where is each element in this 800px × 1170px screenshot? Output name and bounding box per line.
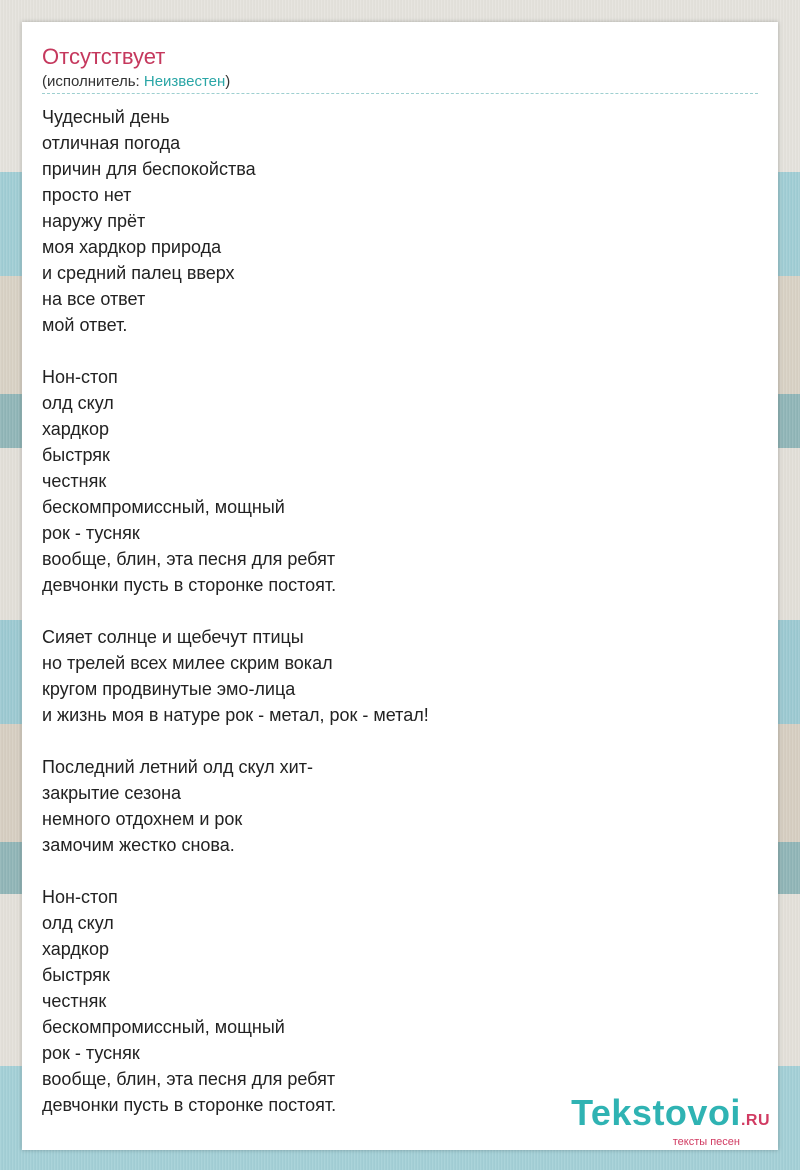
lyric-line: девчонки пусть в сторонке постоят.	[42, 1095, 337, 1115]
lyric-line: просто нет	[42, 185, 132, 205]
lyric-line: честняк	[42, 991, 107, 1011]
lyric-line: вообще, блин, эта песня для ребят	[42, 1069, 336, 1089]
logo-tagline: тексты песен	[672, 1136, 740, 1148]
lyric-line: мой ответ.	[42, 315, 128, 335]
lyric-line: Нон-стоп	[42, 367, 118, 387]
title-divider	[42, 93, 758, 94]
logo-tld: .RU	[740, 1112, 770, 1129]
lyric-line: бескомпромиссный, мощный	[42, 497, 285, 517]
lyric-line: и средний палец вверх	[42, 263, 235, 283]
lyric-line: Последний летний олд скул хит-	[42, 757, 313, 777]
lyric-line: девчонки пусть в сторонке постоят.	[42, 575, 337, 595]
lyric-stanza	[42, 754, 742, 858]
site-logo[interactable]	[571, 1094, 770, 1148]
lyric-line: Сияет солнце и щебечут птицы	[42, 627, 304, 647]
lyric-line: причин для беспокойства	[42, 159, 256, 179]
lyric-line: рок - тусняк	[42, 523, 140, 543]
artist-line	[42, 72, 230, 92]
artist-link[interactable]: Неизвестен	[143, 73, 226, 90]
lyric-line: на все ответ	[42, 289, 146, 309]
lyric-line: честняк	[42, 471, 107, 491]
lyric-line: бескомпромиссный, мощный	[42, 1017, 285, 1037]
lyric-line: моя хардкор природа	[42, 237, 222, 257]
lyric-line: кругом продвинутые эмо-лица	[42, 679, 296, 699]
lyric-line: хардкор	[42, 939, 110, 959]
artist-prefix: (исполнитель:	[42, 73, 144, 90]
lyric-line: Чудесный день	[42, 107, 170, 127]
lyric-line: замочим жестко снова.	[42, 835, 235, 855]
lyric-stanza	[42, 624, 742, 728]
lyric-line: Нон-стоп	[42, 887, 118, 907]
lyric-line: хардкор	[42, 419, 110, 439]
lyric-line: олд скул	[42, 393, 114, 413]
lyrics-card	[22, 22, 778, 1150]
lyric-line: немного отдохнем и рок	[42, 809, 243, 829]
lyric-line: отличная погода	[42, 133, 181, 153]
lyric-stanza	[42, 104, 742, 338]
artist-suffix: )	[225, 73, 231, 90]
lyric-line: рок - тусняк	[42, 1043, 140, 1063]
logo-name: Tekstovoi	[571, 1092, 741, 1133]
lyric-line: и жизнь моя в натуре рок - метал, рок - метал!	[42, 705, 429, 725]
song-title: Отсутствует	[42, 44, 166, 69]
lyric-line: вообще, блин, эта песня для ребят	[42, 549, 336, 569]
lyric-line: наружу прёт	[42, 211, 146, 231]
lyric-line: быстряк	[42, 965, 110, 985]
lyrics-body	[42, 104, 742, 1144]
lyric-line: олд скул	[42, 913, 114, 933]
lyric-stanza	[42, 884, 742, 1118]
lyric-line: но трелей всех милее скрим вокал	[42, 653, 333, 673]
lyric-line: быстряк	[42, 445, 110, 465]
lyric-line: закрытие сезона	[42, 783, 182, 803]
lyric-stanza	[42, 364, 742, 598]
